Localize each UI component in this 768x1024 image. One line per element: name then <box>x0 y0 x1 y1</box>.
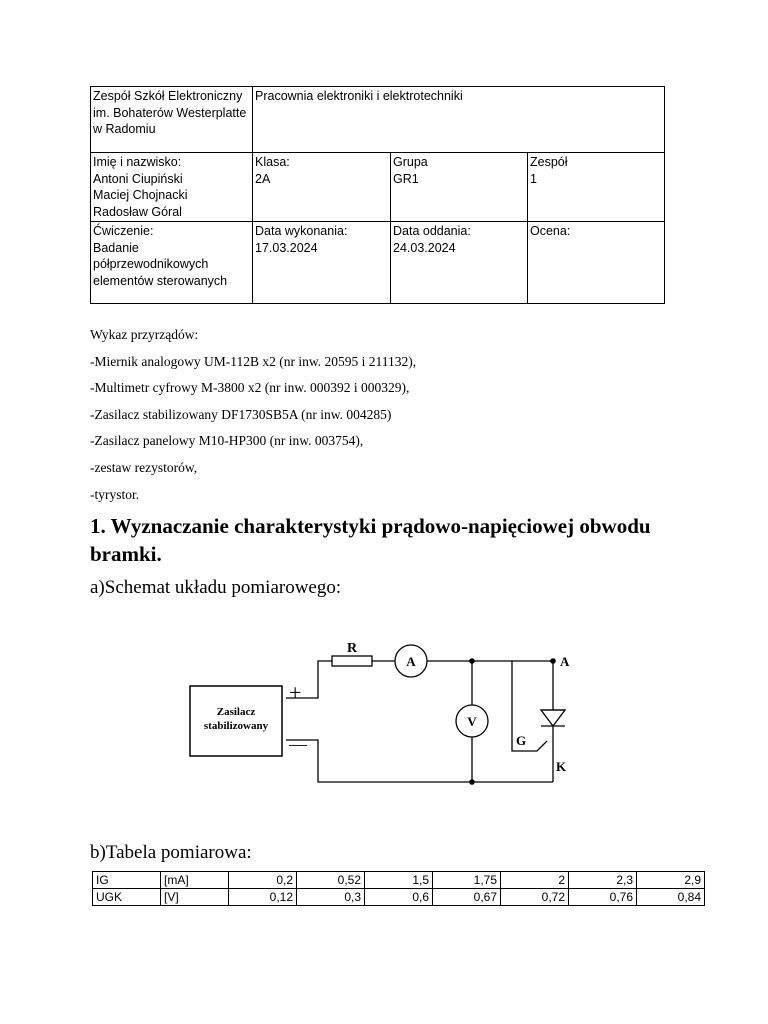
table-cell: 0,12 <box>229 889 297 906</box>
table-cell: 0,2 <box>229 872 297 889</box>
group-value: GR1 <box>393 171 419 186</box>
table-cell: 1,5 <box>365 872 433 889</box>
instrument-item: -Zasilacz stabilizowany DF1730SB5A (nr inw. 004285) <box>90 406 392 422</box>
cathode-label: K <box>556 759 567 774</box>
supply-label: stabilizowany <box>203 720 269 732</box>
table-cell: 0,72 <box>501 889 569 906</box>
date-done-label: Data wykonania: <box>255 224 348 238</box>
table-row <box>93 872 705 889</box>
table-subheading: b)Tabela pomiarowa: <box>90 842 252 863</box>
supply-label: Zasilacz <box>216 706 256 718</box>
resistor-symbol <box>332 656 372 666</box>
table-cell: 1,75 <box>433 872 501 889</box>
workshop-name: Pracownia elektroniki i elektrotechniki <box>255 89 463 103</box>
date-done-value: 17.03.2024 <box>255 240 318 255</box>
table-cell: 0,3 <box>297 889 365 906</box>
measurement-table <box>92 871 705 906</box>
section-heading: 1. Wyznaczanie charakterystyki prądowo-napięciowej obwodu bramki. <box>90 514 651 566</box>
table-cell: 0,67 <box>433 889 501 906</box>
table-cell: 2 <box>501 872 569 889</box>
minus-sign: — <box>289 734 307 754</box>
date-submit-label: Data oddania: <box>393 224 471 238</box>
table-cell: 2,3 <box>569 872 637 889</box>
instrument-list-title: Wykaz przyrządów: <box>90 327 199 342</box>
exercise-cell <box>91 222 253 304</box>
date-done-cell <box>253 222 391 304</box>
table-cell: 0,6 <box>365 889 433 906</box>
date-submit-cell <box>391 222 528 304</box>
thyristor-symbol <box>541 710 565 726</box>
group-cell <box>391 153 528 222</box>
workshop-cell <box>253 87 665 153</box>
names-cell <box>91 153 253 222</box>
row-name: IG <box>93 872 161 889</box>
row-unit: [V] <box>161 889 229 906</box>
school-cell <box>91 87 253 153</box>
table-cell: 2,9 <box>637 872 705 889</box>
class-value: 2A <box>255 171 271 186</box>
grade-label: Ocena: <box>530 224 571 238</box>
names-label: Imię i nazwisko: <box>93 155 182 169</box>
resistor-label: R <box>346 641 358 656</box>
date-submit-value: 24.03.2024 <box>393 240 456 255</box>
instrument-item: -Multimetr cyfrowy M-3800 x2 (nr inw. 000392 i 000329), <box>90 380 410 396</box>
header-table <box>90 86 665 304</box>
table-row <box>93 889 705 906</box>
student-name: Maciej Chojnacki <box>93 188 188 202</box>
student-name: Antoni Ciupiński <box>93 171 183 186</box>
group-label: Grupa <box>393 155 428 169</box>
exercise-value: Badanie półprzewodnikowych elementów sterowanych <box>93 240 228 288</box>
team-value: 1 <box>530 171 537 186</box>
anode-terminal <box>550 658 556 664</box>
plus-sign: + <box>289 680 302 705</box>
instrument-item: -zestaw rezystorów, <box>90 459 198 475</box>
instrument-item: -tyrystor. <box>90 486 140 502</box>
table-cell: 0,52 <box>297 872 365 889</box>
instrument-list <box>90 325 416 511</box>
class-label: Klasa: <box>255 155 290 169</box>
gate-label: G <box>516 733 527 748</box>
instrument-item: -Miernik analogowy UM-112B x2 (nr inw. 20595 i 211132), <box>90 353 417 369</box>
instrument-item: -Zasilacz panelowy M10-HP300 (nr inw. 003754), <box>90 433 364 449</box>
exercise-label: Ćwiczenie: <box>93 224 154 238</box>
junction-dot <box>469 779 475 785</box>
team-cell <box>528 153 665 222</box>
voltmeter-label: V <box>467 714 477 729</box>
school-name: Zespół Szkół Elektroniczny im. Bohaterów Westerplatte w Radomiu <box>93 89 247 136</box>
table-cell: 0,76 <box>569 889 637 906</box>
grade-cell <box>528 222 665 304</box>
row-name: UGK <box>93 889 161 906</box>
circuit-diagram <box>170 628 600 808</box>
schematic-subheading: a)Schemat układu pomiarowego: <box>90 577 342 598</box>
row-unit: [mA] <box>161 872 229 889</box>
bottom-wire <box>286 740 553 782</box>
anode-label: A <box>560 654 570 669</box>
table-cell: 0,84 <box>637 889 705 906</box>
class-cell <box>253 153 391 222</box>
ammeter-label: A <box>406 654 416 669</box>
team-label: Zespół <box>530 155 568 169</box>
junction-dot <box>469 658 475 664</box>
student-name: Radosław Góral <box>93 204 182 219</box>
